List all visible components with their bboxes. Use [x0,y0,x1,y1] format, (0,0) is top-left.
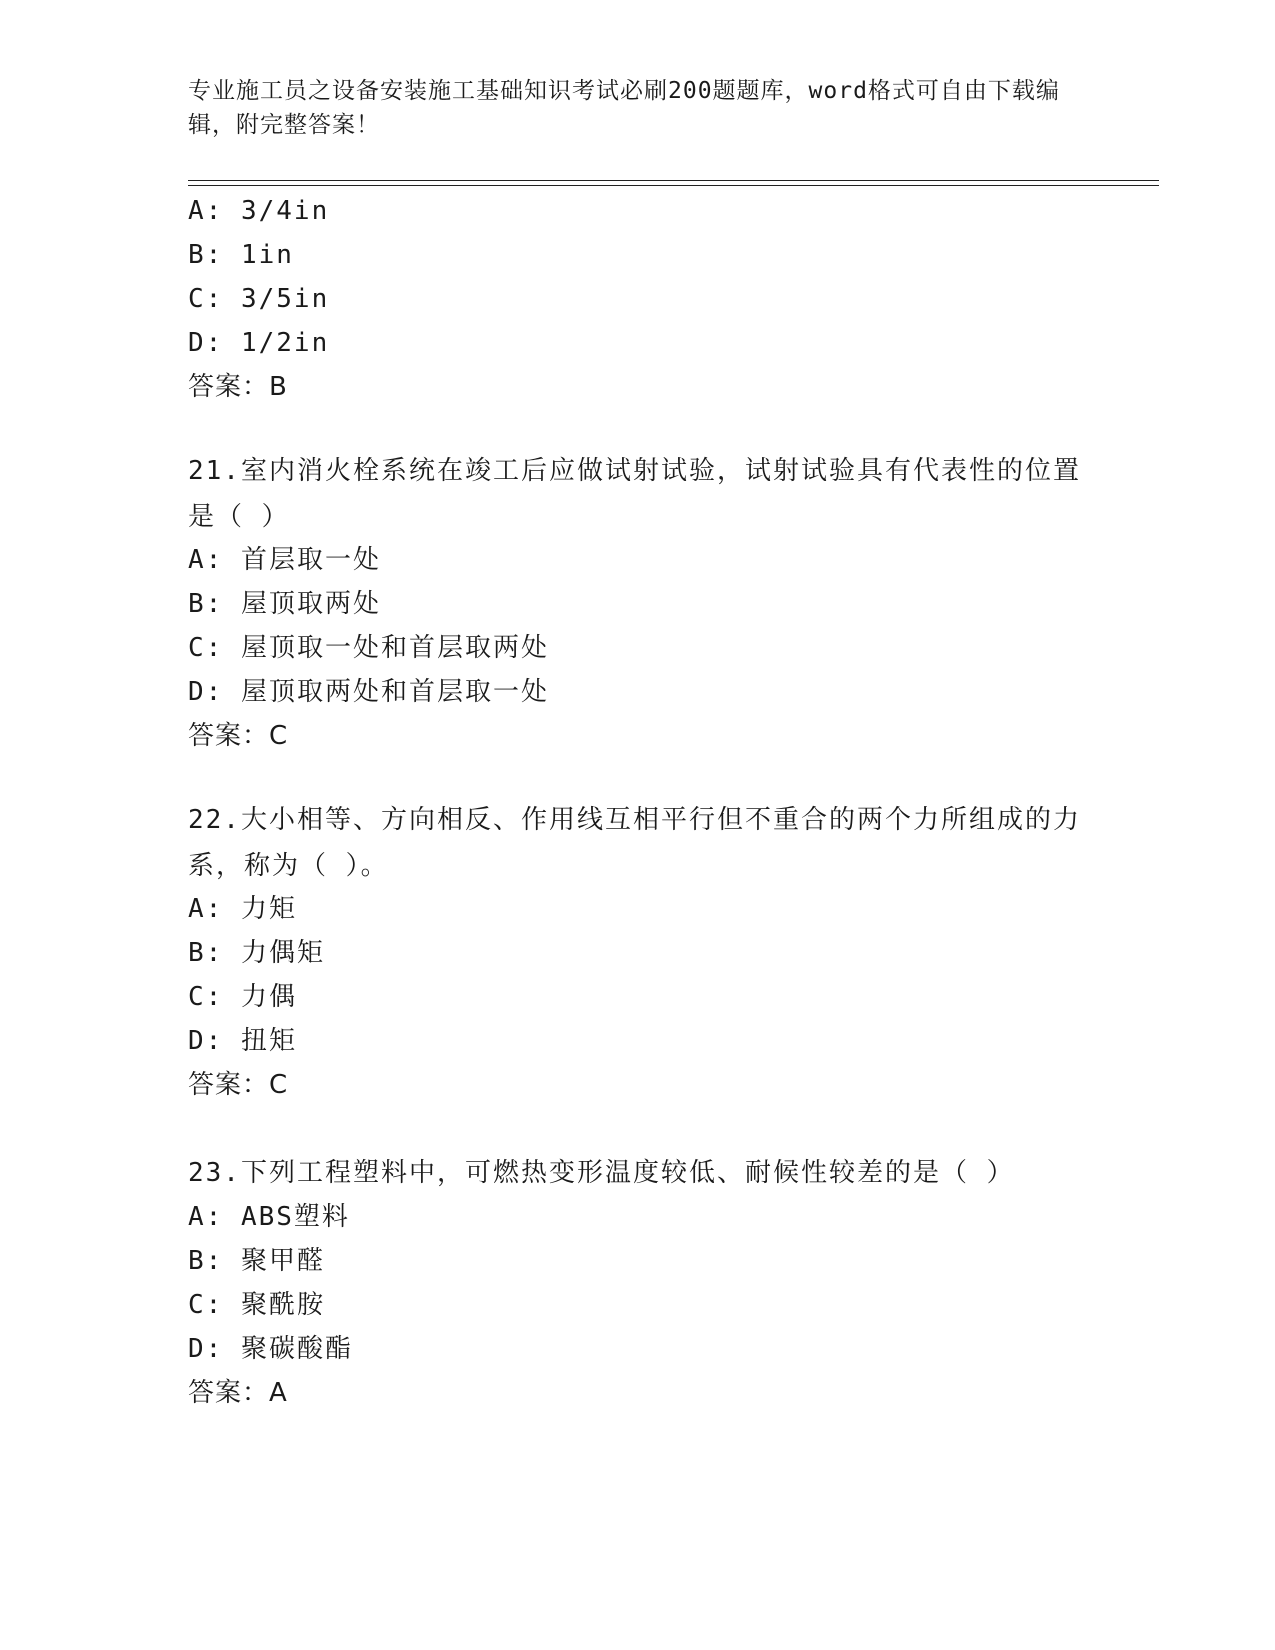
answer: 答案：C [188,1070,289,1100]
option-c: C: 聚酰胺 [188,1290,325,1320]
header-divider-bottom [188,185,1159,186]
option-d: D: 屋顶取两处和首层取一处 [188,677,549,707]
answer: 答案：C [188,721,289,751]
option-d: D: 聚碳酸酯 [188,1334,353,1364]
answer: 答案：A [188,1378,288,1408]
option-c: C: 力偶 [188,982,297,1012]
option-b: B: 聚甲醛 [188,1246,325,1276]
question-stem: 21.室内消火栓系统在竣工后应做试射试验，试射试验具有代表性的位置是（ ） [188,456,1081,532]
header-divider-top [188,180,1159,181]
option-c: C: 3/5in [188,284,330,314]
option-b: B: 力偶矩 [188,938,325,968]
document-header: 专业施工员之设备安装施工基础知识考试必刷200题题库，word格式可自由下载编辑，附完整答案！ [188,78,1060,138]
option-d: D: 1/2in [188,328,330,358]
option-c: C: 屋顶取一处和首层取两处 [188,633,549,663]
option-a: A: 首层取一处 [188,545,381,575]
option-a: A: ABS塑料 [188,1202,350,1232]
option-b: B: 1in [188,240,294,270]
answer: 答案：B [188,372,288,402]
option-a: A: 3/4in [188,196,330,226]
option-b: B: 屋顶取两处 [188,589,381,619]
question-stem: 23.下列工程塑料中，可燃热变形温度较低、耐候性较差的是（ ） [188,1158,1015,1188]
question-stem: 22.大小相等、方向相反、作用线互相平行但不重合的两个力所组成的力系，称为（ ）。 [188,805,1081,881]
option-d: D: 扭矩 [188,1026,297,1056]
option-a: A: 力矩 [188,894,297,924]
